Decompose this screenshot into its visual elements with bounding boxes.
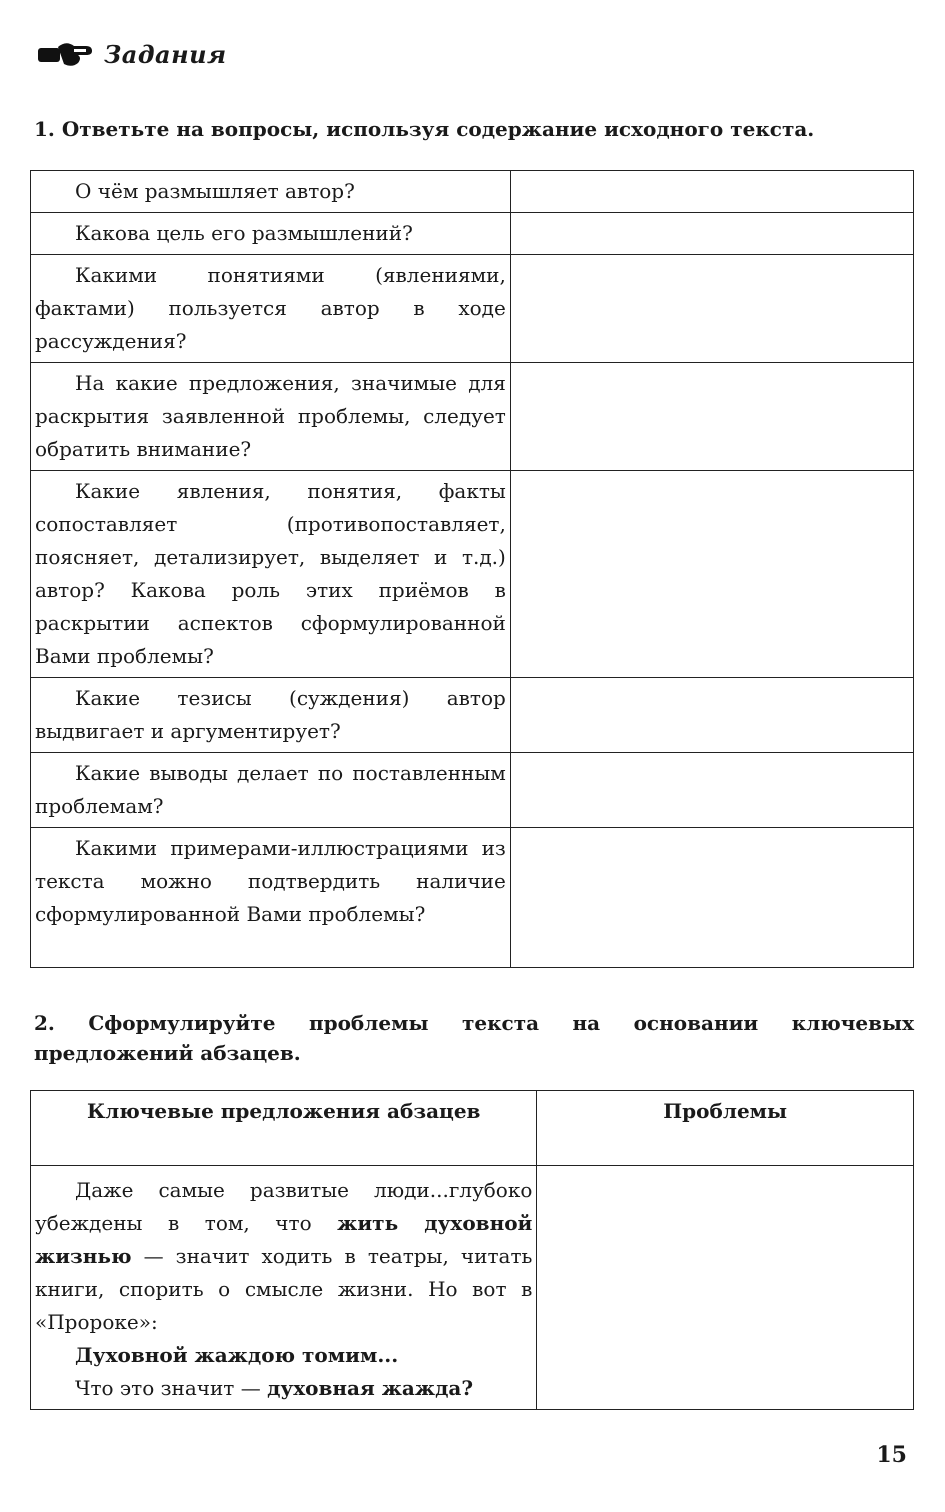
- answer-cell[interactable]: [510, 171, 913, 213]
- task2-title: 2. Сформулируйте проблемы текста на основании ключевых предложений абзацев.: [34, 1011, 914, 1065]
- answer-cell[interactable]: [510, 255, 913, 363]
- table-row: [31, 363, 914, 471]
- answer-cell[interactable]: [510, 363, 913, 471]
- question-cell: Какими примерами-иллюстрациями из текста можно подтвердить наличие сформулированной Вами проблемы?: [31, 828, 511, 968]
- questions-table: [30, 170, 914, 968]
- key-paragraph: Даже самые развитые люди...глубоко убеждены в том, что жить духовной жизнью — значит ходить в театры, читать книги, спорить о смысле жизни. Но вот в «Пророке»:: [35, 1178, 533, 1334]
- question-cell: Какова цель его размышлений?: [31, 213, 511, 255]
- question-cell: Какими понятиями (явлениями, фактами) пользуется автор в ходе рассуждения?: [31, 255, 511, 363]
- table-row: [31, 828, 914, 968]
- column-header-problems: Проблемы: [537, 1091, 914, 1166]
- question-cell: На какие предложения, значимые для раскрытия заявленной проблемы, следует обратить внимание?: [31, 363, 511, 471]
- question-cell: Какие выводы делает по поставленным проблемам?: [31, 753, 511, 828]
- question-cell: Какие явления, понятия, факты сопоставляет (противопоставляет, поясняет, детализирует, выделяет и т.д.) автор? Какова роль этих приёмов в раскрытии аспектов сформулированной Вами проблемы?: [31, 471, 511, 678]
- table-row: [31, 255, 914, 363]
- answer-cell[interactable]: [510, 678, 913, 753]
- table-row: [31, 213, 914, 255]
- key-question: Что это значит — духовная жажда?: [75, 1376, 474, 1400]
- page-number: 15: [876, 1442, 907, 1468]
- table-row: [31, 171, 914, 213]
- task1-title: 1. Ответьте на вопросы, используя содержание исходного текста.: [34, 117, 815, 141]
- table-row: [31, 1166, 914, 1410]
- table-row: [31, 471, 914, 678]
- key-sentence-cell: [31, 1166, 537, 1410]
- answer-cell[interactable]: [510, 753, 913, 828]
- section-header: [36, 38, 227, 70]
- column-header-key-sentences: Ключевые предложения абзацев: [31, 1091, 537, 1166]
- answer-cell[interactable]: [510, 471, 913, 678]
- emphasis-text: жить духовной жизнью: [35, 1211, 533, 1268]
- pointing-hand-icon: [36, 38, 94, 70]
- poem-quote: Духовной жаждою томим...: [75, 1343, 399, 1367]
- problem-cell[interactable]: [537, 1166, 914, 1410]
- table-row: [31, 753, 914, 828]
- question-cell: О чём размышляет автор?: [31, 171, 511, 213]
- table-header-row: [31, 1091, 914, 1166]
- section-title: Задания: [104, 39, 227, 69]
- question-cell: Какие тезисы (суждения) автор выдвигает и аргументирует?: [31, 678, 511, 753]
- answer-cell[interactable]: [510, 828, 913, 968]
- key-sentences-table: [30, 1090, 914, 1410]
- emphasis-text: духовная жажда?: [267, 1376, 474, 1400]
- answer-cell[interactable]: [510, 213, 913, 255]
- table-row: [31, 678, 914, 753]
